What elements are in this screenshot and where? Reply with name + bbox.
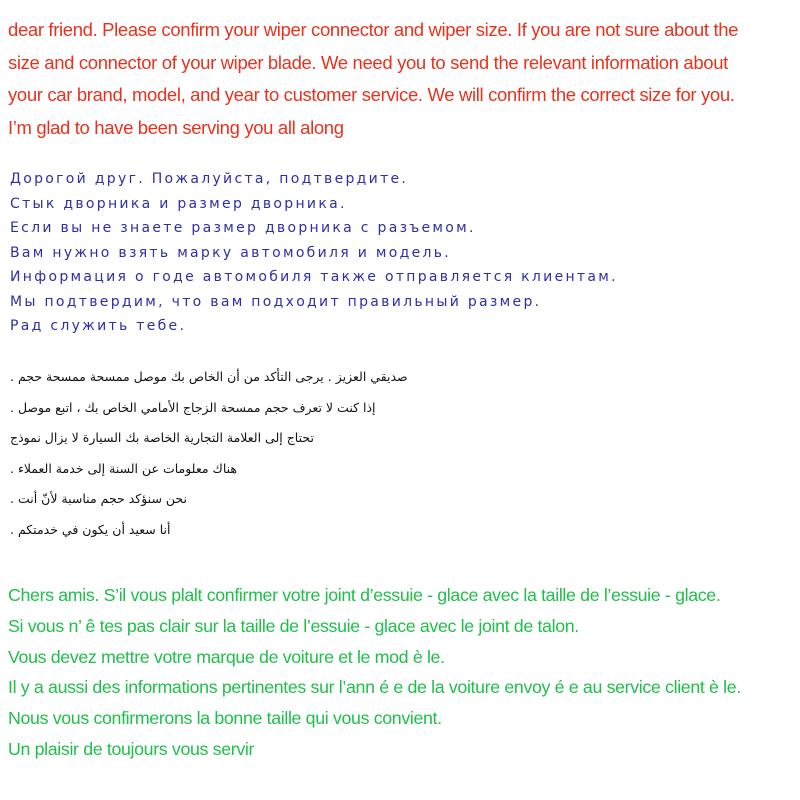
french-line-3: Vous devez mettre votre marque de voiture et le mod è le.: [8, 646, 445, 667]
french-line-2: Si vous n’ ê tes pas clair sur la taille de l’essuie - glace avec le joint de talon.: [8, 615, 579, 636]
french-line-1: Chers amis. S’il vous plalt confirmer votre joint d’essuie - glace avec la taille de l’essuie - glace.: [8, 585, 721, 605]
english-line-4: I’m glad to have been serving you all along: [8, 116, 344, 138]
french-line-6: Un plaisir de toujours vous servir: [8, 738, 255, 759]
english-line-3: your car brand, model, and year to customer service. We will confirm the correct size for you.: [8, 84, 735, 105]
arabic-line-3: تحتاج إلى العلامة التجارية الخاصة بك السيارة لا يزال نموذج: [10, 430, 314, 445]
arabic-line-5: نحن سنؤكد حجم مناسبة لأنّ أنت .: [10, 491, 187, 506]
arabic-line-4: هناك معلومات عن السنة إلى خدمة العملاء .: [10, 460, 237, 476]
russian-line-7: Рад служить тебе.: [10, 318, 187, 334]
russian-line-5: Информация о годе автомобиля также отправляется клиентам.: [10, 269, 618, 285]
french-line-5: Nous vous confirmerons la bonne taille qui vous convient.: [8, 708, 442, 729]
french-line-4: Il y a aussi des informations pertinentes sur l’ann é e de la voiture envoy é e au service client è le.: [8, 677, 741, 698]
arabic-notice: [10, 362, 500, 545]
english-line-2: size and connector of your wiper blade. We need you to send the relevant information about: [8, 51, 728, 73]
russian-line-4: Вам нужно взять марку автомобиля и модель.: [10, 244, 452, 261]
arabic-line-1: صديقي العزيز . يرجى التأكد من أن الخاص بك موصل ممسحة ممسحة حجم .: [10, 369, 408, 384]
arabic-line-6: أنا سعيد أن يكون في خدمتكم .: [10, 521, 171, 537]
english-line-1: dear friend. Please confirm your wiper connector and wiper size. If you are not sure about the: [8, 19, 739, 40]
russian-line-1: Дорогой друг. Пожалуйста, подтвердите.: [10, 171, 409, 187]
russian-line-3: Если вы не знаете размер дворника с разъемом.: [10, 220, 476, 236]
russian-notice: [10, 167, 794, 339]
russian-line-2: Стык дворника и размер дворника.: [10, 195, 347, 212]
arabic-line-2: إذا كنت لا تعرف حجم ممسحة الزجاج الأمامي الخاص بك ، اتبع موصل .: [10, 399, 376, 415]
english-notice: [8, 14, 794, 144]
russian-line-6: Мы подтвердим, что вам подходит правильный размер.: [10, 293, 542, 310]
french-notice: [8, 580, 794, 765]
